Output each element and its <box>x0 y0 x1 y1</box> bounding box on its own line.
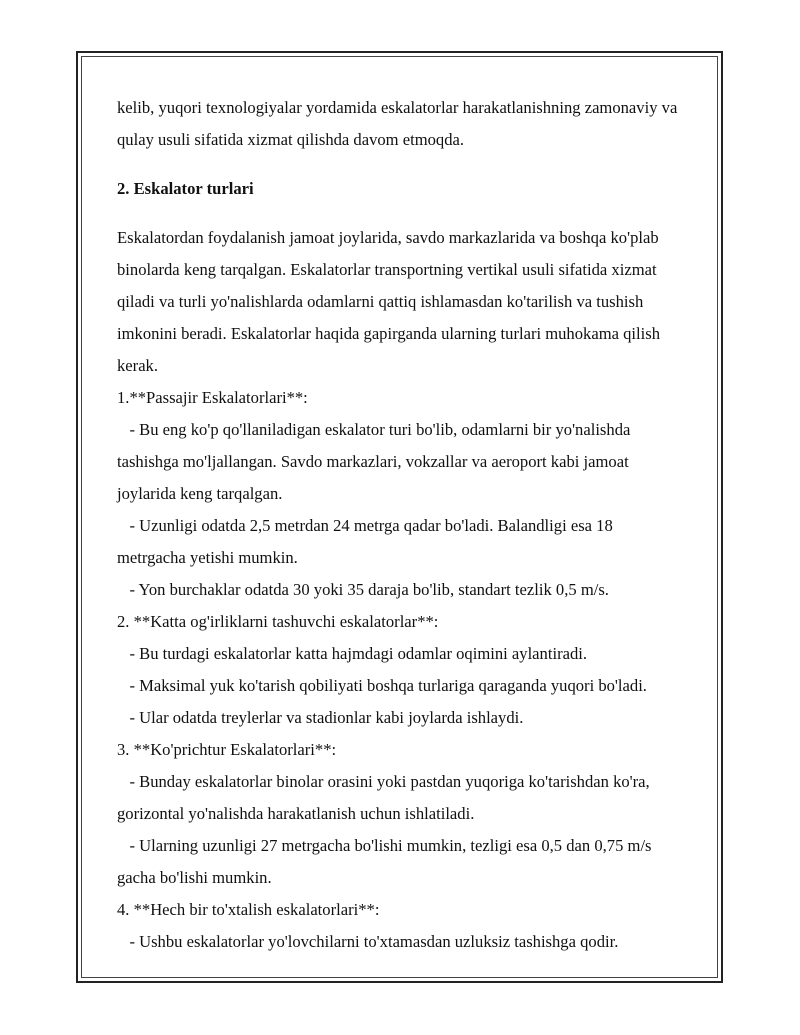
list-item: 2. **Katta og'irliklarni tashuvchi eskalatorlar**: <box>117 612 439 631</box>
list-item: - Bu turdagi eskalatorlar katta hajmdagi odamlar oqimini aylantiradi. <box>117 644 588 663</box>
text-line: qulay usuli sifatida xizmat qilishda davom etmoqda. <box>117 130 465 149</box>
text-line: kerak. <box>117 356 158 375</box>
list-item: joylarida keng tarqalgan. <box>117 484 283 503</box>
list-item: tashishga mo'ljallangan. Savdo markazlari, vokzallar va aeroport kabi jamoat <box>117 452 629 471</box>
list-item: 3. **Ko'prichtur Eskalatorlari**: <box>117 740 337 759</box>
list-item: - Bunday eskalatorlar binolar orasini yoki pastdan yuqoriga ko'tarishdan ko'ra, <box>117 772 650 791</box>
text-line: qiladi va turli yo'nalishlarda odamlarni qattiq ishlamasdan ko'tarilish va tushish <box>117 292 644 311</box>
list-item: 4. **Hech bir to'xtalish eskalatorlari**: <box>117 900 380 919</box>
list-item: 1.**Passajir Eskalatorlari**: <box>117 388 308 407</box>
list-item: - Ular odatda treylerlar va stadionlar kabi joylarda ishlaydi. <box>117 708 524 727</box>
list-item: - Maksimal yuk ko'tarish qobiliyati boshqa turlariga qaraganda yuqori bo'ladi. <box>117 676 647 695</box>
section-heading: 2. Eskalator turlari <box>117 179 254 198</box>
list-item: - Bu eng ko'p qo'llaniladigan eskalator turi bo'lib, odamlarni bir yo'nalishda <box>117 420 631 439</box>
list-item: - Ularning uzunligi 27 metrgacha bo'lishi mumkin, tezligi esa 0,5 dan 0,75 m/s <box>117 836 652 855</box>
document-body <box>117 92 739 958</box>
list-item: gacha bo'lishi mumkin. <box>117 868 272 887</box>
list-item: - Uzunligi odatda 2,5 metrdan 24 metrga qadar bo'ladi. Balandligi esa 18 <box>117 516 613 535</box>
text-line: kelib, yuqori texnologiyalar yordamida eskalatorlar harakatlanishning zamonaviy va <box>117 98 678 117</box>
list-item: - Yon burchaklar odatda 30 yoki 35 daraja bo'lib, standart tezlik 0,5 m/s. <box>117 580 609 599</box>
list-item: gorizontal yo'nalishda harakatlanish uchun ishlatiladi. <box>117 804 475 823</box>
list-item: metrgacha yetishi mumkin. <box>117 548 298 567</box>
text-line: Eskalatordan foydalanish jamoat joylarida, savdo markazlarida va boshqa ko'plab <box>117 228 659 247</box>
text-line: imkonini beradi. Eskalatorlar haqida gapirganda ularning turlari muhokama qilish <box>117 324 660 343</box>
list-item: - Ushbu eskalatorlar yo'lovchilarni to'xtamasdan uzluksiz tashishga qodir. <box>117 932 619 951</box>
text-line: binolarda keng tarqalgan. Eskalatorlar transportning vertikal usuli sifatida xizmat <box>117 260 657 279</box>
